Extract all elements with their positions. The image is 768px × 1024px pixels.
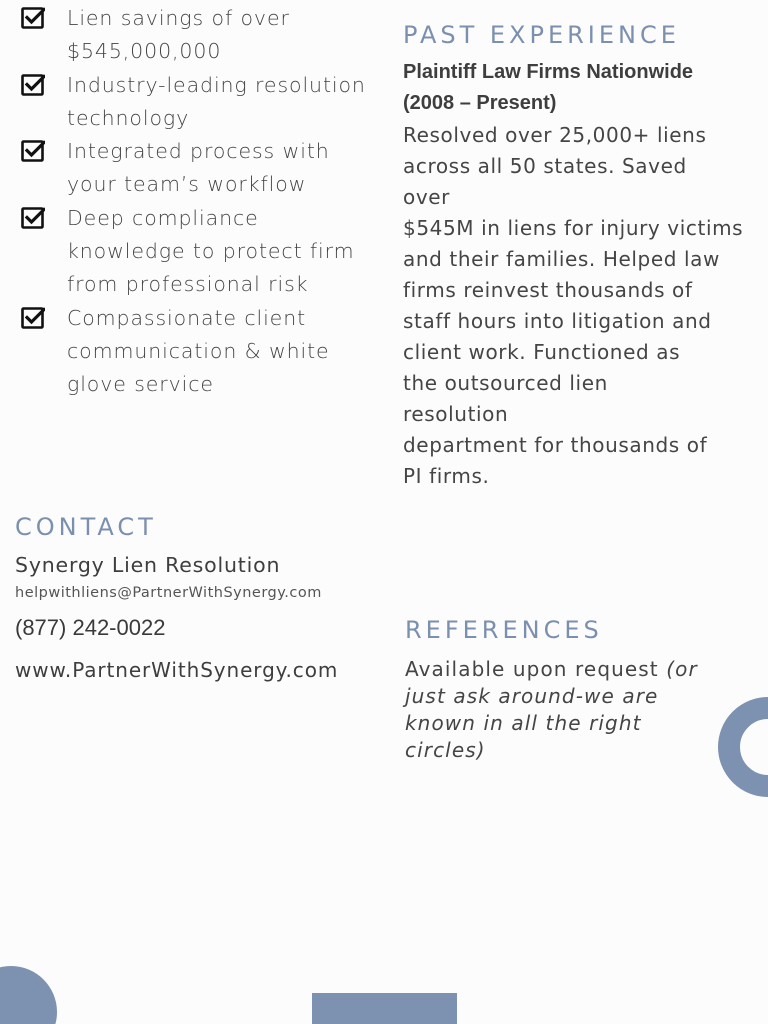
checklist-line: glove service bbox=[67, 372, 214, 397]
experience-line: $545M in liens for injury victims bbox=[403, 216, 744, 240]
references-line: just ask around-we are bbox=[405, 684, 659, 708]
experience-line: and their families. Helped law bbox=[403, 247, 720, 271]
checklist-line: Integrated process with bbox=[67, 139, 330, 164]
references-line bbox=[405, 656, 735, 683]
references-italic: (or bbox=[666, 657, 698, 681]
checklist-line: your team’s workflow bbox=[67, 172, 307, 197]
experience-line: client work. Functioned as bbox=[403, 340, 681, 364]
references-heading: REFERENCES bbox=[405, 616, 603, 644]
checklist-item bbox=[18, 135, 378, 202]
experience-line: across all 50 states. Saved bbox=[403, 154, 687, 178]
checkbox-checked-icon bbox=[21, 306, 45, 330]
checklist-line: Lien savings of over bbox=[67, 6, 290, 30]
checkbox-checked-icon bbox=[21, 73, 45, 97]
checklist-line: Industry-leading resolution bbox=[67, 72, 366, 97]
contact-website-link[interactable]: www.PartnerWithSynergy.com bbox=[15, 658, 339, 682]
decorative-circle bbox=[0, 966, 57, 1024]
checklist-line: communication & white bbox=[67, 338, 330, 363]
experience-line: over bbox=[403, 185, 450, 209]
checklist-line: Deep compliance bbox=[67, 205, 259, 230]
contact-heading: CONTACT bbox=[15, 513, 157, 541]
checkbox-checked-icon bbox=[21, 206, 45, 230]
experience-line: staff hours into litigation and bbox=[403, 309, 712, 333]
checkbox-checked-icon bbox=[21, 6, 45, 30]
references-plain: Available upon request bbox=[405, 657, 667, 681]
decorative-bar bbox=[312, 993, 457, 1024]
contact-phone[interactable]: (877) 242-0022 bbox=[15, 615, 166, 640]
experience-role bbox=[403, 57, 743, 119]
contact-email-link[interactable]: helpwithliens@PartnerWithSynergy.com bbox=[15, 585, 322, 601]
references-line: known in all the right bbox=[405, 711, 642, 735]
checklist-item bbox=[18, 302, 378, 402]
checklist-item bbox=[18, 69, 378, 136]
experience-role-dates: (2008 – Present) bbox=[403, 92, 557, 114]
checklist-item bbox=[18, 2, 378, 69]
experience-line: firms reinvest thousands of bbox=[403, 278, 693, 302]
experience-line: the outsourced lien bbox=[403, 371, 608, 395]
checklist-line: $545,000,000 bbox=[67, 39, 222, 64]
checklist-line: technology bbox=[67, 105, 190, 130]
experience-description bbox=[403, 120, 748, 492]
references-line: circles) bbox=[405, 738, 486, 762]
experience-role-line: Plaintiff Law Firms Nationwide bbox=[403, 61, 694, 83]
past-experience-heading: PAST EXPERIENCE bbox=[403, 21, 680, 49]
experience-line: Resolved over 25,000+ liens bbox=[403, 123, 707, 147]
contact-company: Synergy Lien Resolution bbox=[15, 553, 281, 577]
benefits-checklist bbox=[18, 2, 378, 402]
checklist-item bbox=[18, 202, 378, 302]
checklist-line: from professional risk bbox=[67, 272, 309, 297]
checklist-line: Compassionate client bbox=[67, 305, 307, 330]
experience-line: PI firms. bbox=[403, 464, 490, 488]
experience-line: department for thousands of bbox=[403, 433, 708, 457]
experience-line: resolution bbox=[403, 402, 509, 426]
checkbox-checked-icon bbox=[21, 139, 45, 163]
checklist-line: knowledge to protect firm bbox=[67, 239, 355, 264]
references-text bbox=[405, 656, 735, 764]
